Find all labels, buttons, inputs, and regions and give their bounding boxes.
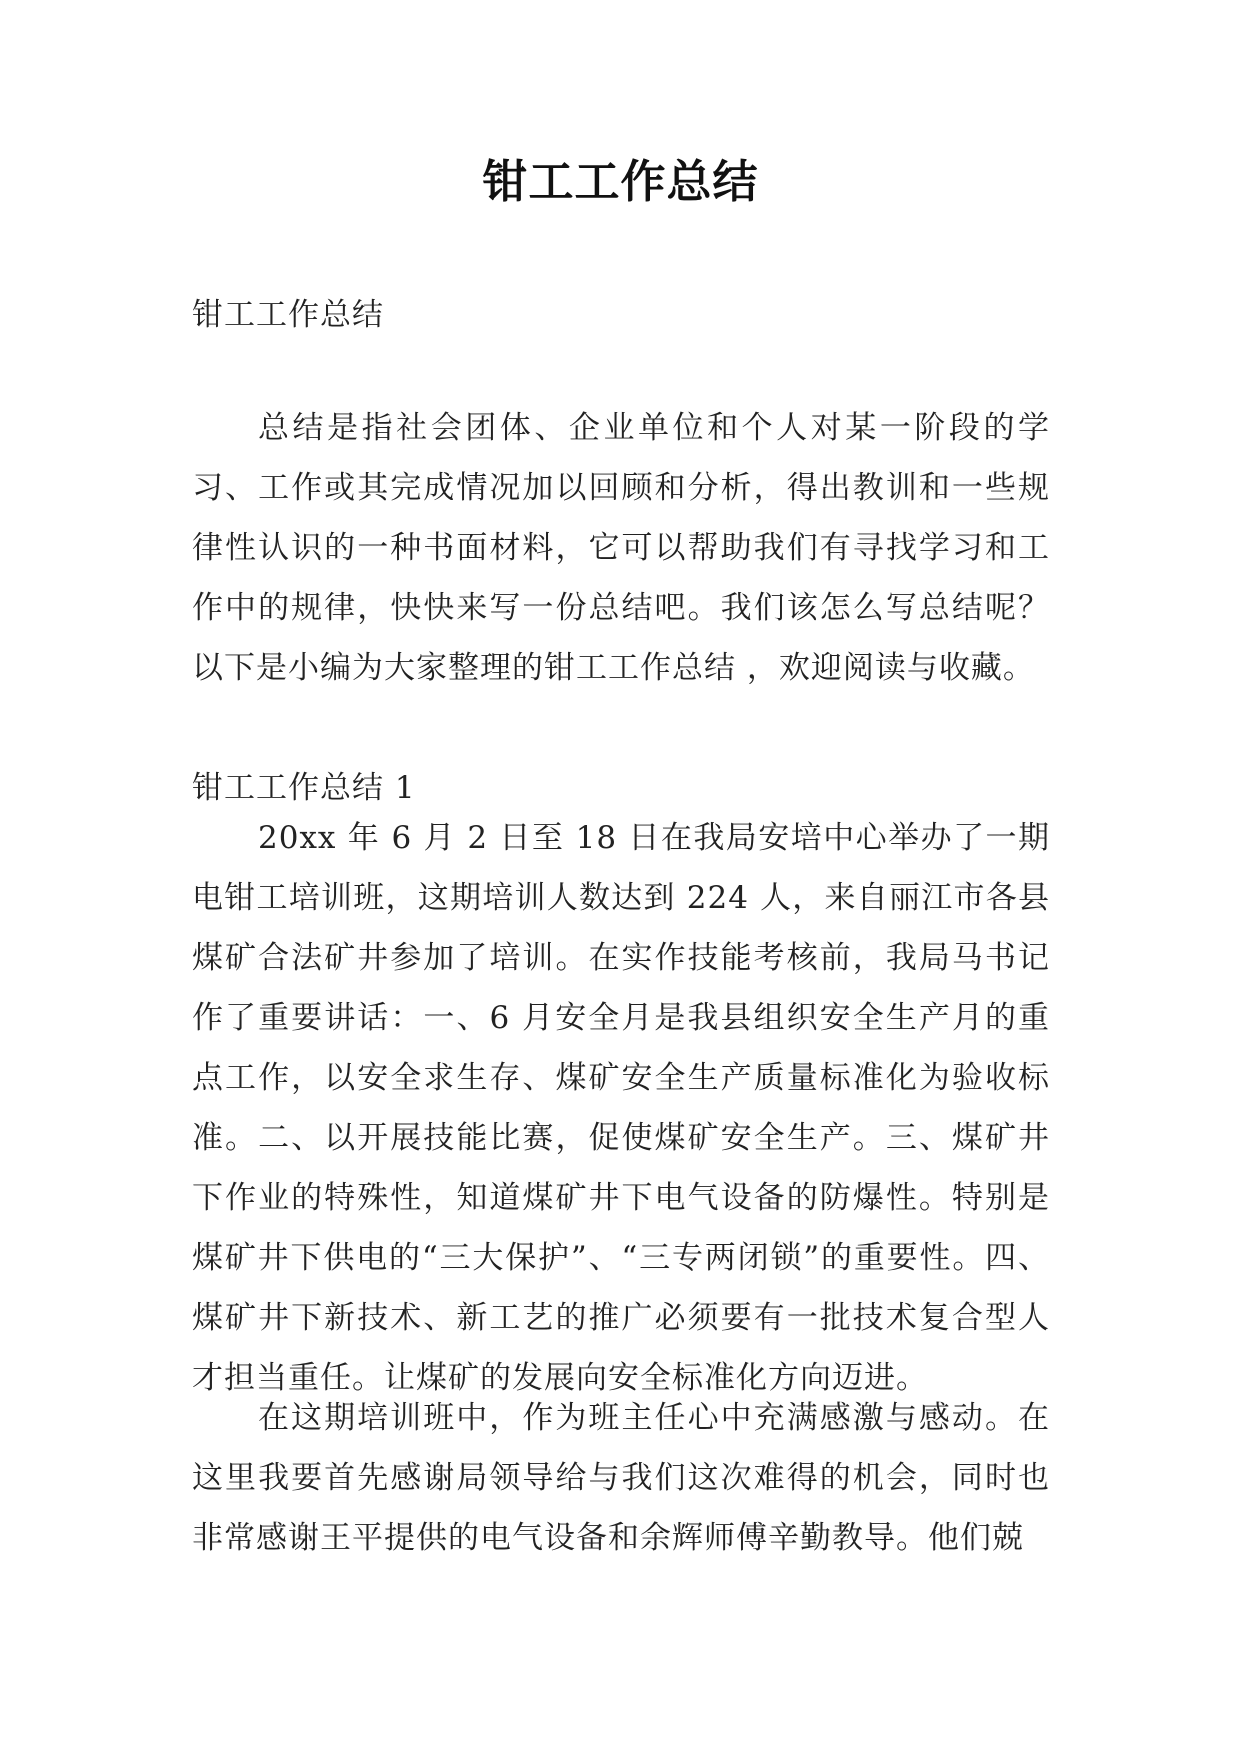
section-heading: 钳工工作总结 1 (192, 770, 416, 806)
document-title: 钳工工作总结 (482, 155, 759, 208)
body-paragraph-2: 在这期培训班中，作为班主任心中充满感激与感动。在这里我要首先感谢局领导给与我们这次难得的机会，同时也非常感谢王平提供的电气设备和余辉师傅辛勤教导。他们兢 (192, 1400, 1050, 1556)
body-paragraph-1: 20xx 年 6 月 2 日至 18 日在我局安培中心举办了一期电钳工培训班，这期培训人数达到 224 人，来自丽江市各县煤矿合法矿井参加了培训。在实作技能考核前，我局马书记作了重要讲话：一、6 月安全月是我县组织安全生产月的重点工作，以安全求生存、煤矿安全生产质量标准化为验收标准。二、以开展技能比赛，促使煤矿安全生产。三、煤矿井下作业的特殊性，知道煤矿井下电气设备的防爆性。特别是煤矿井下供电的“三大保护”、“三专两闭锁”的重要性。四、煤矿井下新技术、新工艺的推广必须要有一批技术复合型人才担当重任。让煤矿的发展向安全标准化方向迈进。 (192, 820, 1050, 1396)
document-subtitle: 钳工工作总结 (192, 297, 384, 333)
intro-paragraph: 总结是指社会团体、企业单位和个人对某一阶段的学习、工作或其完成情况加以回顾和分析，得出教训和一些规律性认识的一种书面材料，它可以帮助我们有寻找学习和工作中的规律，快快来写一份总结吧。我们该怎么写总结呢？以下是小编为大家整理的钳工工作总结 ，欢迎阅读与收藏。 (192, 410, 1050, 686)
